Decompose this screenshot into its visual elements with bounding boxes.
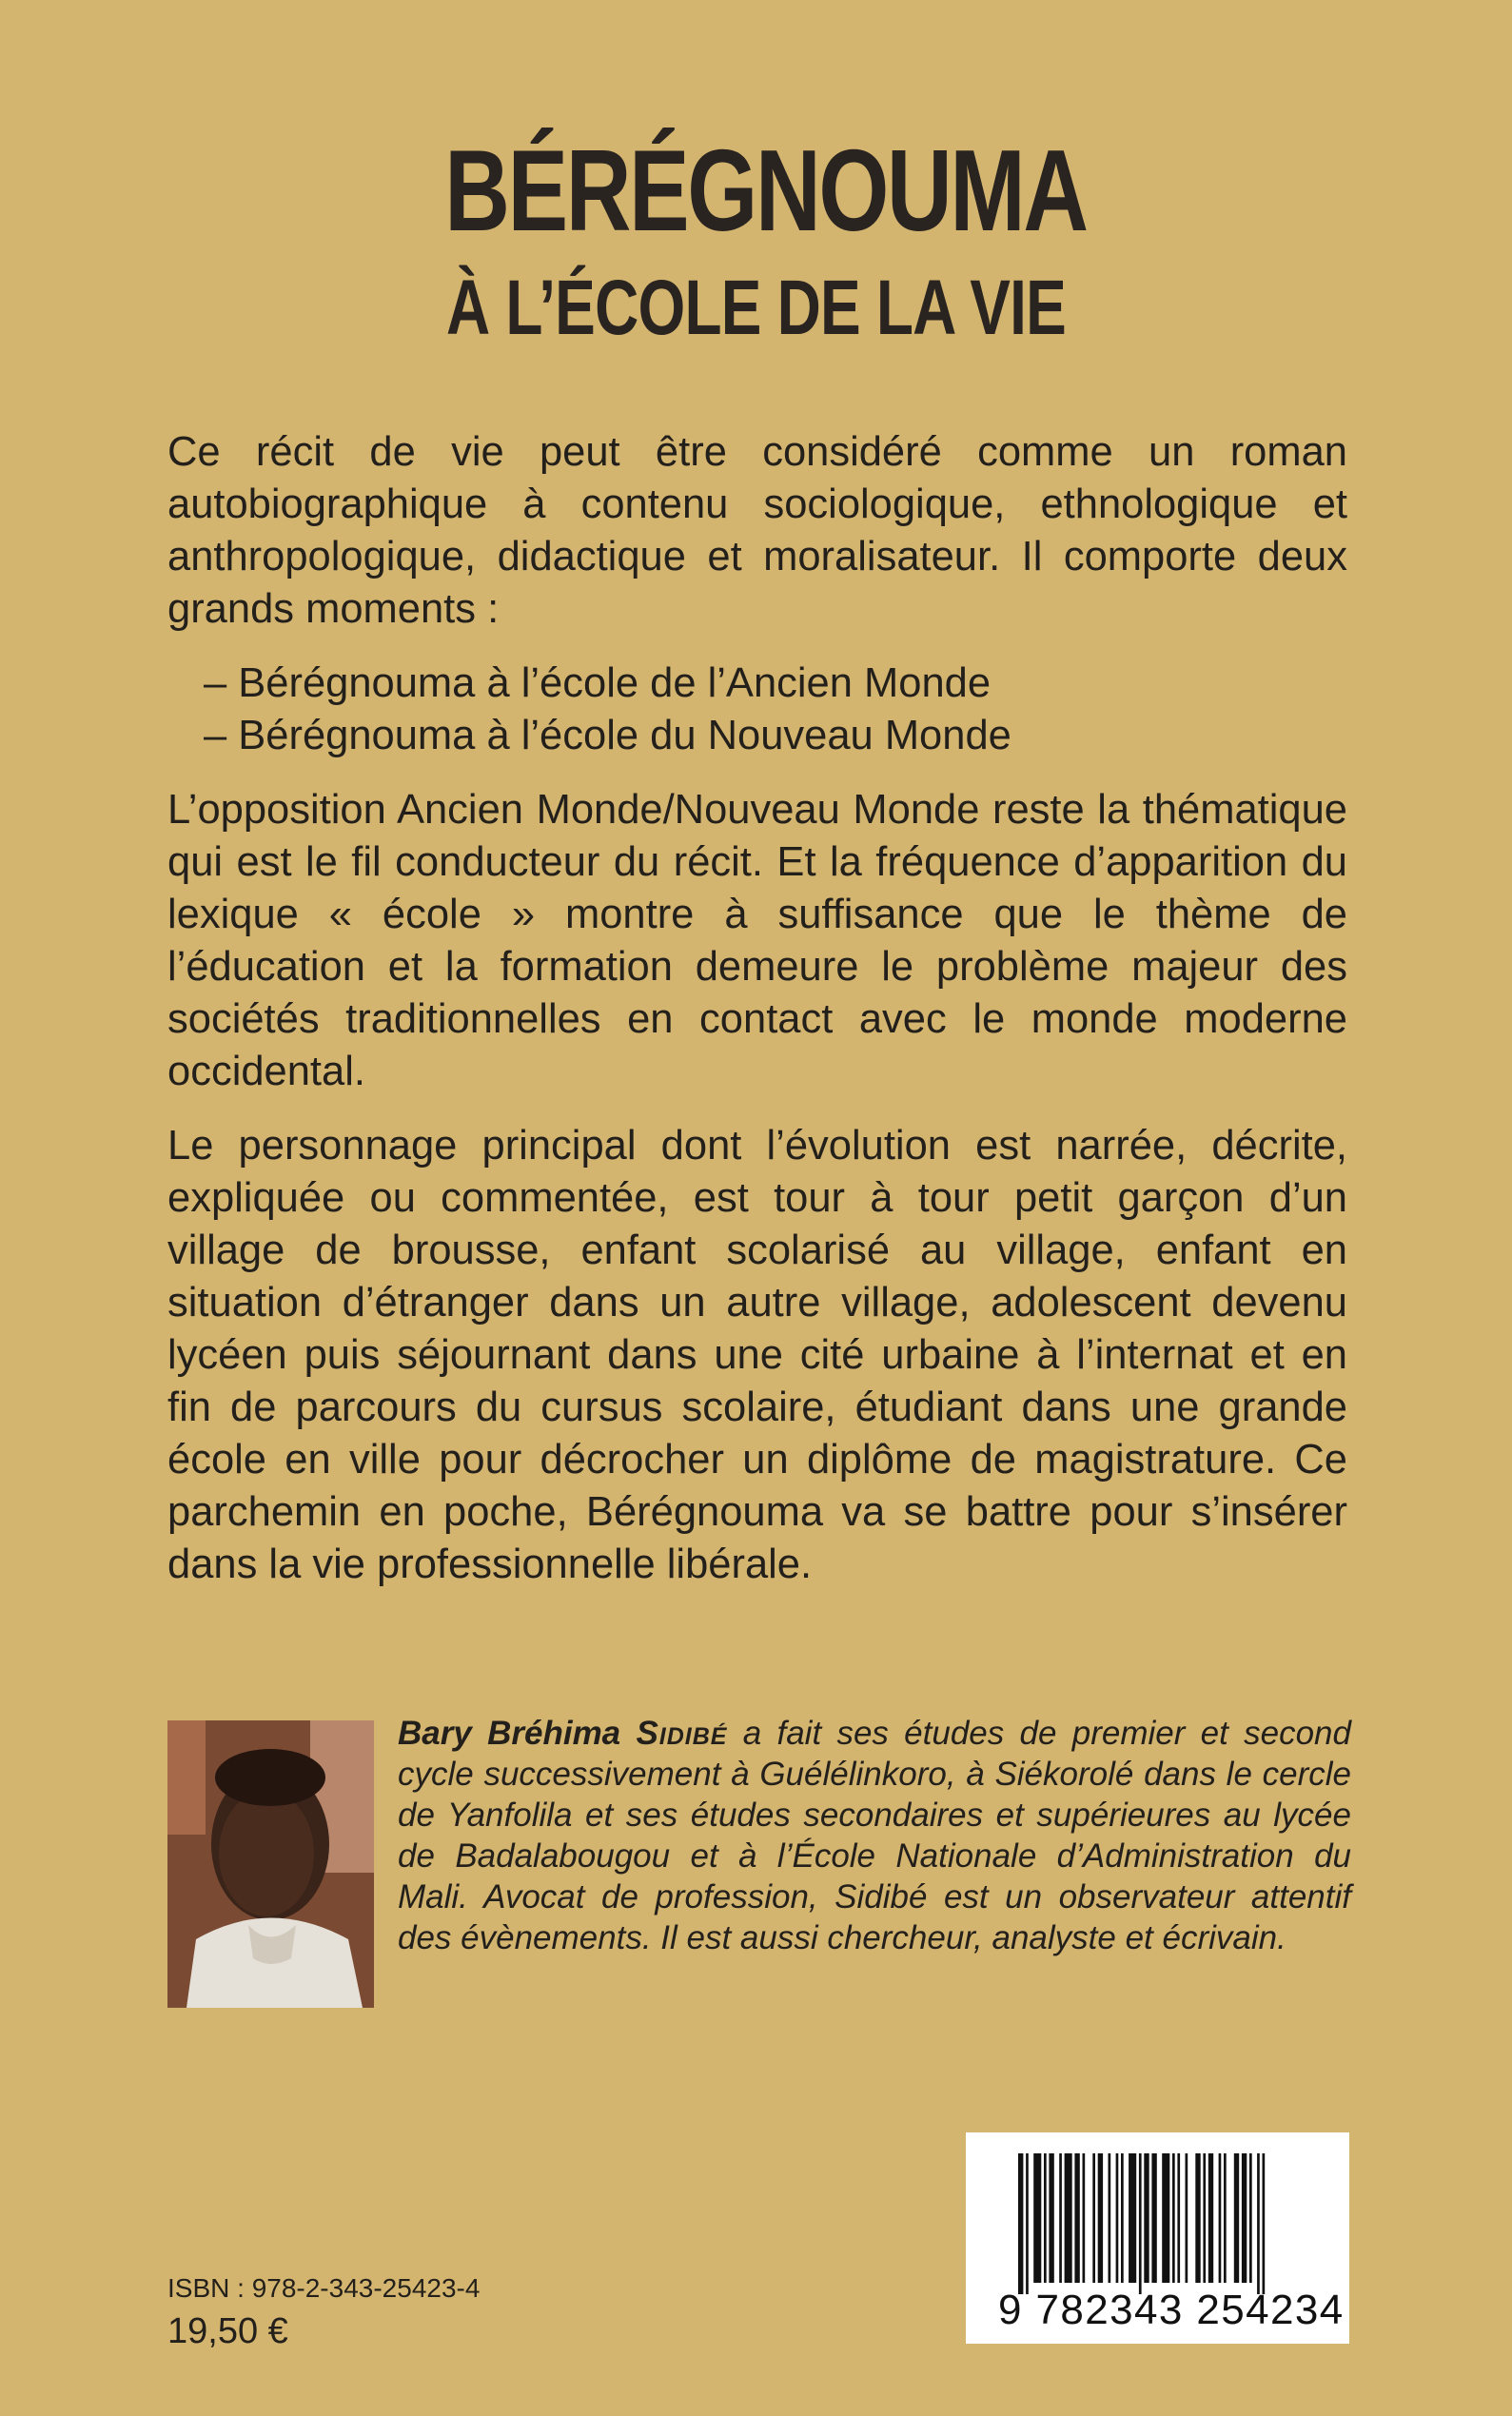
barcode-icon (1018, 2153, 1304, 2294)
blurb-paragraph-2: L’opposition Ancien Monde/Nouveau Monde reste la thématique qui est le fil conducteur du récit. Et la fréquence d’apparition du lexique « école » montre à suffisance que le thème de l’éducation et la formation demeure le problème majeur des sociétés traditionnelles en contact avec le monde moderne occidental. (167, 787, 1347, 1094)
barcode-bar (1026, 2153, 1029, 2294)
blurb-paragraph-1: Ce récit de vie peut être considéré comme un roman autobiographique à contenu sociologique, ethnologique et anthropologique, didactique et moralisateur. Il comporte deux grands moments : (167, 429, 1347, 632)
author-bio-text: a fait ses études de premier et second cycle successivement à Guélélinkoro, à Siékorolé dans le cercle de Yanfolila et ses études secondaires et supérieures au lycée de Badalabougou et à l’École Nationale d’Administration du Mali. Avocat de profession, Sidibé est un observateur attentif des évènements. Il est aussi chercheur, analyste et écrivain. (398, 1715, 1351, 1956)
barcode-bar (1234, 2153, 1239, 2283)
barcode-bar (1083, 2153, 1086, 2283)
barcode-bar (1116, 2153, 1119, 2283)
barcode-bar (1162, 2153, 1169, 2283)
blurb-list (167, 658, 1347, 762)
author-surname: Sidibé (636, 1715, 728, 1752)
isbn: ISBN : 978-2-343-25423-4 (167, 2273, 481, 2303)
book-subtitle: À L’ÉCOLE DE LA VIE (446, 265, 1066, 351)
barcode-bar (1074, 2153, 1079, 2283)
barcode-bar (1249, 2153, 1252, 2283)
price: 19,50 € (167, 2311, 288, 2351)
barcode-bar (1044, 2153, 1047, 2283)
barcode-bar (1263, 2153, 1266, 2294)
barcode-bar (1139, 2153, 1142, 2294)
barcode-bar (1049, 2153, 1053, 2283)
back-cover-blurb (167, 426, 1347, 1613)
barcode-bar (1098, 2153, 1103, 2283)
list-item: – Bérégnouma à l’école de l’Ancien Monde (204, 660, 992, 706)
book-title: BÉRÉGNOUMA (444, 126, 1087, 255)
barcode-bar (1092, 2153, 1095, 2283)
barcode-bar (1018, 2153, 1023, 2294)
barcode-bar (1203, 2153, 1206, 2283)
barcode-bar (1109, 2153, 1111, 2283)
barcode-bar (1242, 2153, 1247, 2283)
blurb-paragraph-3: Le personnage principal dont l’évolution est narrée, décrite, expliquée ou commentée, est tour à tour petit garçon d’un village de brousse, enfant scolarisé au village, enfant en situation d’étranger dans un autre village, adolescent devenu lycéen puis séjournant dans une cité urbaine à l’internat et en fin de parcours du cursus scolaire, étudiant dans une grande école en ville pour décrocher un diplôme de magistrature. Ce parchemin en poche, Bérégnouma va se battre pour s’insérer dans la vie professionnelle libérale. (167, 1123, 1347, 1587)
barcode-bar (1177, 2153, 1180, 2283)
barcode-bar (1186, 2153, 1188, 2283)
barcode-bar (1257, 2153, 1260, 2294)
barcode-bar (1144, 2153, 1149, 2283)
list-item: – Bérégnouma à l’école du Nouveau Monde (204, 713, 1011, 758)
barcode-bar (1121, 2153, 1124, 2283)
barcode-bar (1208, 2153, 1213, 2283)
author-photo (167, 1720, 374, 2008)
barcode-digits: 9 782343 254234 (998, 2287, 1345, 2333)
title-block (0, 126, 1512, 354)
barcode-bar (1065, 2153, 1072, 2283)
barcode-bar (1219, 2153, 1222, 2283)
barcode-bar (1059, 2153, 1062, 2283)
author-portrait-icon (167, 1720, 374, 2008)
barcode-bar (1172, 2153, 1175, 2283)
barcode-bar (1033, 2153, 1041, 2283)
author-bio (398, 1713, 1351, 1958)
barcode-bar (1129, 2153, 1136, 2283)
barcode-bar (1195, 2153, 1200, 2283)
barcode (966, 2132, 1349, 2344)
barcode-bar (1151, 2153, 1156, 2283)
barcode-bar (1224, 2153, 1227, 2283)
author-first-names: Bary Bréhima (398, 1715, 621, 1752)
